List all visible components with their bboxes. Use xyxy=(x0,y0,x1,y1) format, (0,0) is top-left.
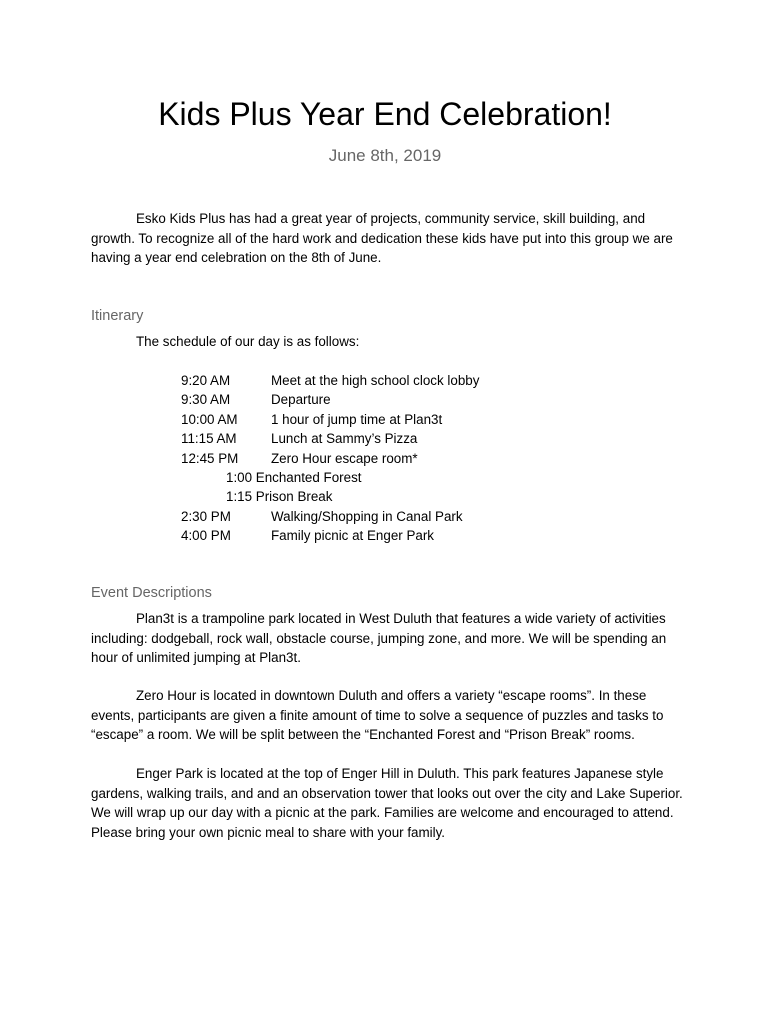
intro-paragraph xyxy=(91,209,683,268)
intro-paragraph-text: Esko Kids Plus has had a great year of projects, community service, skill building, and growth. To recognize all of the hard work and dedication these kids have put into this group we are having a year end celebration on the 8th of June. xyxy=(91,211,673,265)
schedule-time: 11:15 AM xyxy=(181,431,237,447)
event-paragraph-text: Plan3t is a trampoline park located in West Duluth that features a wide variety of activities including: dodgeball, rock wall, obstacle course, jumping zone, and more. We will be spending an hour of unlimited jumping at Plan3t. xyxy=(91,611,667,665)
schedule-activity: Zero Hour escape room* xyxy=(271,450,418,466)
schedule-activity: Walking/Shopping in Canal Park xyxy=(271,508,463,524)
event-paragraph-text: Zero Hour is located in downtown Duluth and offers a variety “escape rooms”. In these events, participants are given a finite amount of time to solve a sequence of puzzles and tasks to “escape” a room. We will be split between the “Enchanted Forest and “Prison Break” rooms. xyxy=(91,688,664,742)
document-subtitle: June 8th, 2019 xyxy=(328,146,442,165)
schedule-activity: Family picnic at Enger Park xyxy=(271,528,434,544)
event-descriptions-heading: Event Descriptions xyxy=(91,585,212,601)
event-paragraph-plan3t xyxy=(91,609,683,668)
schedule-activity: Meet at the high school clock lobby xyxy=(271,373,480,388)
schedule-sub-item: 1:15 Prison Break xyxy=(226,489,333,505)
event-paragraph-text: Enger Park is located at the top of Enger Hill in Duluth. This park features Japanese style gardens, walking trails, and and an observation tower that looks out over the city and Lake Superior. We will wrap up our day with a picnic at the park. Families are welcome and encouraged to attend. Please bring your own picnic meal to share with your family. xyxy=(91,766,683,840)
schedule-sub-item: 1:00 Enchanted Forest xyxy=(226,469,362,485)
schedule-time: 12:45 PM xyxy=(181,450,239,466)
schedule-time: 4:00 PM xyxy=(181,528,231,544)
schedule-time: 9:30 AM xyxy=(181,392,231,408)
itinerary-heading: Itinerary xyxy=(91,308,144,324)
schedule-time: 2:30 PM xyxy=(181,508,231,524)
event-paragraph-zero-hour xyxy=(91,686,683,745)
schedule-activity: 1 hour of jump time at Plan3t xyxy=(271,411,443,427)
schedule-activity: Lunch at Sammy’s Pizza xyxy=(271,431,418,447)
itinerary-intro: The schedule of our day is as follows: xyxy=(136,334,360,349)
document-title: Kids Plus Year End Celebration! xyxy=(158,96,612,132)
schedule-time: 9:20 AM xyxy=(181,373,231,388)
schedule-activity: Departure xyxy=(271,392,331,408)
event-paragraph-enger-park xyxy=(91,764,683,842)
schedule-time: 10:00 AM xyxy=(181,411,238,427)
